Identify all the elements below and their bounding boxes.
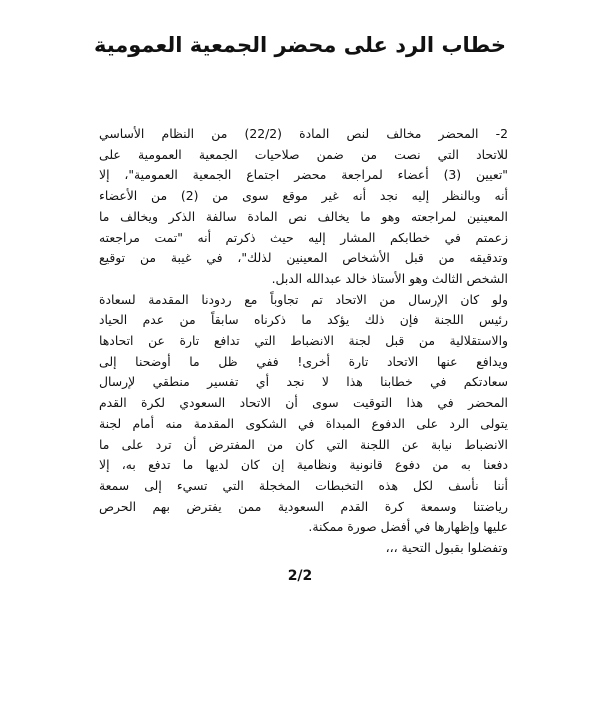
closing-line: وتفضلوا بقبول التحية ،،، — [385, 540, 508, 556]
body-line: يتولى الرد على الدفوع المبداة في الشكوى المقدمة منه أمام لجنة — [99, 415, 508, 431]
body-line: سعادتكم في خطابنا هذا لا نجد أي تفسير منطقي لإرسال — [99, 374, 508, 390]
body-line: المحضر في هذا التوقيت سوى أن الاتحاد السعودي لكرة القدم — [99, 395, 508, 411]
body-line: والاستقلالية من قبل لجنة الانضباط التي تدافع تارة عن اتحادها — [99, 333, 508, 349]
body-line: أنه وبالنظر إليه نجد أنه غير موقع سوى من (2) من الأعضاء — [99, 188, 508, 204]
document-body — [99, 124, 508, 559]
body-line: "تعيين (3) أعضاء لمراجعة محضر اجتماع الجمعية العمومية"، إلا — [99, 167, 508, 183]
page-number: 2/2 — [287, 568, 313, 584]
body-line: عليها وإظهارها في أفضل صورة ممكنة. — [308, 519, 508, 535]
body-line: الشخص الثالث وهو الأستاذ خالد عبدالله الدبل. — [271, 270, 508, 286]
body-line: الانضباط نيابة عن اللجنة التي كان من المفترض أن ترد على ما — [99, 436, 508, 452]
body-line: المعينين لمراجعته وهو ما يخالف نص المادة سالفة الذكر ويخالف ما — [99, 208, 508, 224]
body-line: للاتحاد التي نصت من ضمن صلاحيات الجمعية العمومية على — [99, 146, 508, 162]
body-line: أننا نأسف لكل هذه التخبطات المخجلة التي تسيء إلى سمعة — [99, 477, 508, 493]
body-line: ويدافع عنها الاتحاد تارة أخرى! ففي ظل ما أوضحنا إلى — [99, 353, 508, 369]
document-title: خطاب الرد على محضر الجمعية العمومية — [93, 33, 507, 57]
body-line: دفعنا به من دفوع قانونية ونظامية إن كان لديها ما تدفع به، إلا — [99, 457, 508, 473]
body-line: رياضتنا وسمعة كرة القدم السعودية ممن يفترض بهم الحرص — [99, 498, 508, 514]
body-line: 2- المحضر مخالف لنص المادة (22/2) من النظام الأساسي — [99, 126, 508, 141]
body-line: رئيس اللجنة فإن ذلك يؤكد ما ذكرناه سابقاً من عدم الحياد — [99, 312, 508, 328]
body-line: وتدقيقه من قبل الأشخاص المعينين لذلك"، في غيبة من توقيع — [99, 250, 508, 266]
body-line: ولو كان الإرسال من الاتحاد تم تجاوباً مع ردودنا المقدمة لسعادة — [99, 291, 508, 307]
body-line: زعمتم في خطابكم المشار إليه حيث ذكرتم أنه "تمت مراجعته — [99, 229, 508, 245]
